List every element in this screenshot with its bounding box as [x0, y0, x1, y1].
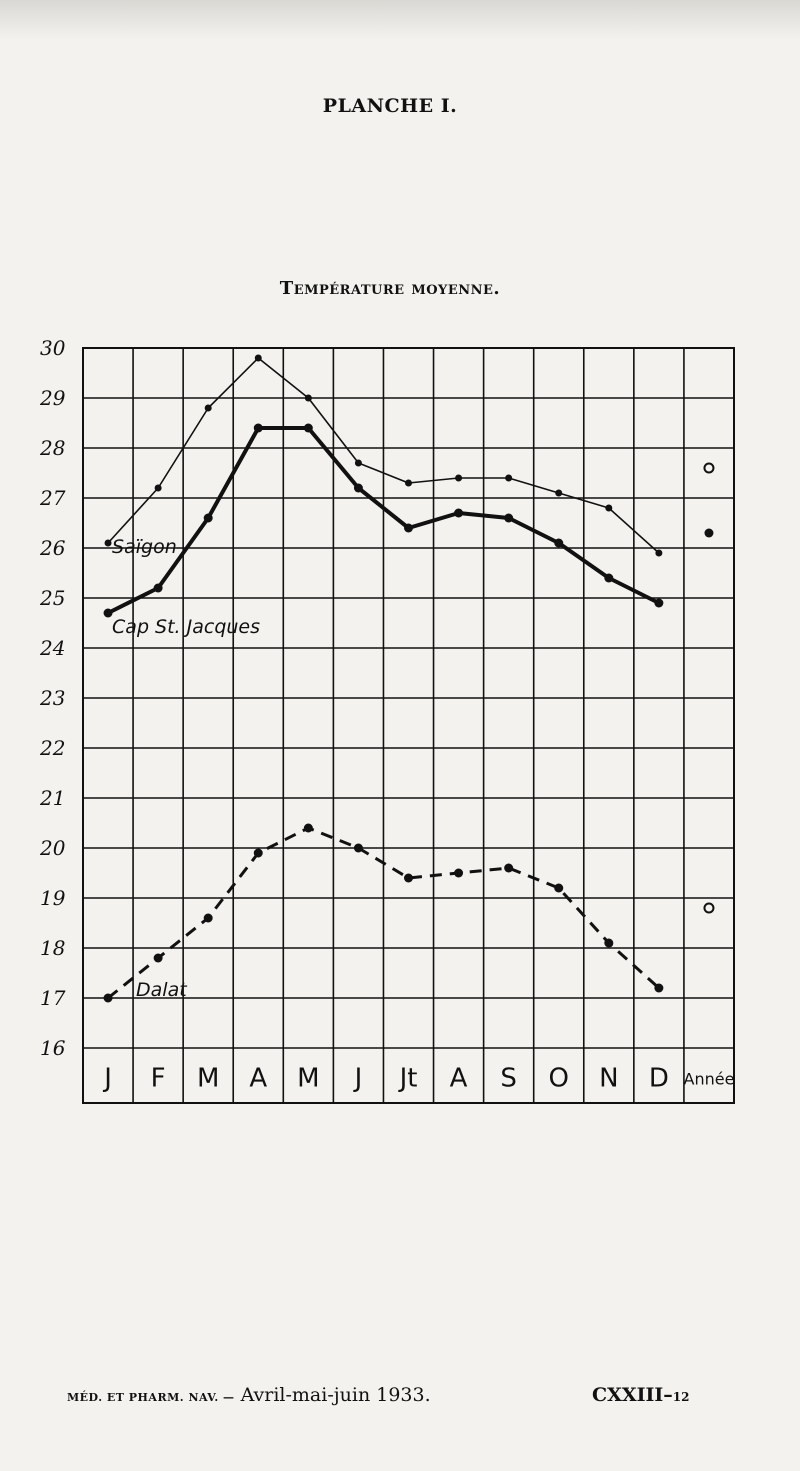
data-point: [555, 490, 562, 497]
series-label: Saïgon: [112, 536, 177, 558]
data-point: [654, 599, 663, 608]
footer-page-ref-small: 12: [672, 1390, 690, 1404]
y-tick-label: 21: [40, 786, 66, 810]
data-point: [204, 914, 213, 923]
x-category-label: M: [297, 1063, 320, 1094]
x-category-label: O: [548, 1063, 569, 1094]
y-tick-label: 30: [40, 336, 66, 360]
data-point: [104, 994, 113, 1003]
y-tick-label: 23: [40, 686, 66, 710]
x-category-annee: Année: [683, 1069, 735, 1089]
y-tick-label: 19: [40, 886, 66, 910]
data-point: [205, 405, 212, 412]
annual-marker: [704, 529, 713, 538]
chart-title: Température moyenne.: [279, 278, 501, 299]
footer-journal: [67, 1384, 431, 1406]
data-point: [404, 874, 413, 883]
x-category-label: S: [500, 1063, 517, 1094]
data-point: [304, 824, 313, 833]
data-point: [154, 954, 163, 963]
x-category-label: N: [599, 1063, 619, 1094]
y-tick-label: 26: [40, 536, 66, 560]
footer-page-ref: [592, 1384, 689, 1406]
x-category-label: Jt: [399, 1063, 418, 1094]
data-point: [155, 485, 162, 492]
x-category-label: A: [449, 1063, 468, 1094]
data-point: [605, 505, 612, 512]
y-tick-label: 16: [40, 1036, 66, 1060]
data-point: [504, 514, 513, 523]
data-point: [604, 574, 613, 583]
data-point: [354, 844, 363, 853]
y-tick-label: 17: [40, 986, 66, 1010]
data-point: [105, 540, 112, 547]
x-category-label: J: [104, 1063, 112, 1094]
data-point: [354, 484, 363, 493]
data-point: [654, 984, 663, 993]
data-point: [554, 539, 563, 548]
y-tick-label: 18: [40, 936, 66, 960]
series-label: Cap St. Jacques: [112, 616, 261, 638]
plate-title: PLANCHE I.: [322, 95, 458, 117]
x-category-label: J: [354, 1063, 363, 1094]
annual-marker: [704, 464, 713, 473]
data-point: [454, 509, 463, 518]
data-point: [405, 480, 412, 487]
data-point: [454, 869, 463, 878]
data-point: [505, 475, 512, 482]
y-tick-label: 22: [40, 736, 66, 760]
data-point: [504, 864, 513, 873]
data-point: [655, 550, 662, 557]
data-point: [254, 849, 263, 858]
data-point: [455, 475, 462, 482]
data-point: [404, 524, 413, 533]
x-category-label: M: [196, 1063, 220, 1094]
y-tick-label: 28: [40, 436, 66, 460]
data-point: [154, 584, 163, 593]
data-point: [255, 355, 262, 362]
y-tick-label: 20: [40, 836, 66, 860]
footer-date: Avril-mai-juin 1933.: [240, 1384, 431, 1406]
annual-marker: [704, 904, 713, 913]
data-point: [554, 884, 563, 893]
data-point: [204, 514, 213, 523]
y-tick-label: 29: [40, 386, 66, 410]
data-point: [305, 395, 312, 402]
data-point: [604, 939, 613, 948]
footer-journal-name: MÉD. ET PHARM. NAV. —: [67, 1391, 235, 1404]
data-point: [304, 424, 313, 433]
series-label: Dalat: [136, 979, 187, 1001]
y-tick-label: 27: [40, 486, 66, 510]
x-category-label: D: [648, 1063, 669, 1094]
y-tick-label: 24: [40, 636, 66, 660]
data-point: [254, 424, 263, 433]
x-category-label: F: [150, 1063, 166, 1094]
y-tick-label: 25: [40, 586, 66, 610]
footer-page-ref-main: CXXIII–: [592, 1384, 673, 1406]
data-point: [355, 460, 362, 467]
x-category-label: A: [249, 1063, 268, 1094]
